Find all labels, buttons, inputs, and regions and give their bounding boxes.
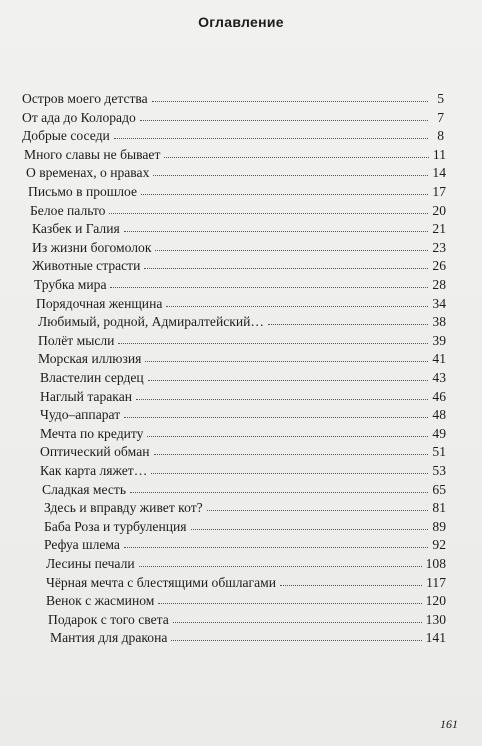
toc-leader-dots	[118, 332, 428, 344]
toc-entry-page: 41	[432, 351, 446, 367]
toc-entry	[0, 109, 482, 127]
toc-leader-dots	[268, 313, 428, 325]
toc-entry	[0, 164, 482, 182]
toc-entry-title: Чёрная мечта с блестящими обшлагами	[46, 574, 277, 590]
toc-entry-page: 17	[432, 184, 446, 199]
toc-entry-page: 8	[437, 128, 444, 144]
toc-leader-dots	[164, 146, 429, 158]
toc-entry	[0, 239, 482, 257]
toc-entry-title: Властелин сердец	[40, 370, 144, 385]
toc-entry	[0, 388, 482, 406]
toc-leader-dots	[173, 611, 422, 623]
toc-leader-dots	[155, 239, 428, 251]
toc-leader-dots	[130, 481, 428, 493]
toc-entry	[0, 313, 482, 331]
toc-leader-dots	[166, 295, 428, 307]
toc-entry-title: Венок с жасмином	[46, 593, 155, 609]
toc-entry	[0, 350, 482, 368]
toc-entry	[0, 276, 482, 294]
toc-entry-title: Чудо–аппарат	[40, 407, 121, 423]
toc-leader-dots	[144, 257, 428, 269]
toc-entry-page: 5	[437, 91, 444, 106]
toc-entry-title: Сладкая месть	[42, 481, 127, 497]
toc-entry	[0, 183, 482, 201]
toc-entry-title: Наглый таракан	[40, 388, 133, 404]
toc-entry-page: 49	[432, 425, 446, 441]
toc-entry	[0, 406, 482, 424]
toc-entry	[0, 202, 482, 220]
toc-leader-dots	[147, 425, 428, 437]
toc-entry-page: 7	[437, 109, 444, 125]
toc-entry-title: Порядочная женщина	[36, 295, 163, 311]
toc-entry-title: Здесь и вправду живет кот?	[44, 500, 203, 516]
toc-entry-title: Белое пальто	[30, 202, 106, 218]
toc-entry-title: Оптический обман	[40, 444, 150, 460]
toc-entry	[0, 220, 482, 238]
toc-leader-dots	[124, 220, 429, 232]
toc-leader-dots	[145, 350, 428, 362]
toc-entry	[0, 295, 482, 313]
toc-entry-page: 51	[432, 444, 446, 460]
toc-entry-title: Полёт мысли	[38, 332, 115, 348]
toc-leader-dots	[109, 202, 428, 214]
toc-leader-dots	[152, 90, 428, 102]
toc-entry-title: От ада до Колорадо	[22, 109, 136, 125]
toc-entry	[0, 555, 482, 573]
toc-entry-page: 130	[425, 611, 446, 627]
toc-entry-title: Как карта ляжет…	[40, 463, 148, 478]
toc-entry-title: Из жизни богомолок	[32, 239, 152, 255]
toc-leader-dots	[141, 183, 428, 195]
toc-entry-page: 89	[432, 518, 446, 534]
toc-entry-page: 53	[432, 463, 446, 478]
toc-leader-dots	[158, 592, 421, 604]
toc-entry	[0, 574, 482, 592]
toc-leader-dots	[136, 388, 428, 400]
toc-entry	[0, 536, 482, 554]
page-number: 161	[440, 717, 458, 731]
toc-entry	[0, 443, 482, 461]
toc-entry-title: Трубка мира	[34, 277, 107, 292]
toc-entry-title: Морская иллюзия	[38, 351, 142, 367]
toc-entry	[0, 127, 482, 145]
toc-entry-page: 65	[432, 481, 446, 497]
toc-leader-dots	[151, 462, 428, 474]
toc-entry	[0, 518, 482, 536]
toc-entry-page: 23	[432, 239, 446, 255]
toc-leader-dots	[191, 518, 429, 530]
toc-entry	[0, 369, 482, 387]
toc-entry	[0, 481, 482, 499]
toc-entry-title: Подарок с того света	[48, 611, 169, 627]
table-of-contents	[0, 90, 482, 650]
toc-entry	[0, 611, 482, 629]
toc-entry-title: Любимый, родной, Адмиралтейский…	[38, 314, 265, 330]
toc-entry	[0, 257, 482, 275]
toc-entry-title: Остров моего детства	[22, 91, 148, 106]
toc-leader-dots	[153, 164, 428, 176]
toc-entry	[0, 146, 482, 164]
toc-leader-dots	[124, 536, 428, 548]
toc-entry-page: 28	[432, 277, 446, 292]
toc-entry-page: 43	[432, 370, 446, 385]
toc-leader-dots	[110, 276, 428, 288]
toc-entry-page: 46	[432, 388, 446, 404]
toc-entry-title: Баба Роза и турбуленция	[44, 518, 187, 534]
toc-entry-page: 26	[432, 258, 446, 274]
toc-leader-dots	[139, 555, 422, 567]
toc-entry-page: 11	[432, 146, 446, 162]
toc-entry	[0, 462, 482, 480]
toc-entry	[0, 425, 482, 443]
toc-entry-title: Животные страсти	[32, 258, 141, 274]
toc-entry-page: 92	[432, 537, 446, 553]
toc-entry-title: Добрые соседи	[22, 128, 110, 144]
toc-entry-page: 14	[432, 165, 446, 181]
toc-leader-dots	[114, 127, 428, 139]
toc-entry-page: 34	[432, 295, 446, 311]
toc-leader-dots	[148, 369, 429, 381]
toc-entry	[0, 90, 482, 108]
toc-entry-title: Мечта по кредиту	[40, 425, 144, 441]
toc-entry-page: 120	[425, 593, 446, 609]
toc-entry-page: 141	[425, 630, 446, 646]
toc-leader-dots	[171, 629, 421, 641]
toc-entry-page: 38	[432, 314, 446, 330]
toc-entry-page: 39	[432, 332, 446, 348]
toc-entry-title: Мантия для дракона	[50, 630, 168, 646]
toc-entry-page: 21	[432, 221, 446, 237]
toc-entry	[0, 499, 482, 517]
toc-entry-page: 117	[426, 574, 446, 590]
toc-leader-dots	[280, 574, 422, 586]
toc-entry-page: 81	[432, 500, 446, 516]
toc-entry-title: Много славы не бывает	[24, 146, 161, 162]
toc-leader-dots	[140, 109, 428, 121]
toc-entry-title: Письмо в прошлое	[28, 184, 138, 199]
toc-entry	[0, 629, 482, 647]
toc-leader-dots	[154, 443, 429, 455]
toc-entry-title: Казбек и Галия	[32, 221, 120, 237]
toc-entry-page: 20	[432, 202, 446, 218]
toc-entry-page: 108	[425, 556, 446, 571]
toc-entry-title: Лесины печали	[46, 556, 135, 571]
page-heading: Оглавление	[198, 14, 284, 30]
toc-entry	[0, 592, 482, 610]
toc-entry-title: О временах, о нравах	[26, 165, 150, 181]
toc-entry-title: Рефуа шлема	[44, 537, 120, 553]
toc-entry-page: 48	[432, 407, 446, 423]
toc-leader-dots	[207, 499, 429, 511]
toc-entry	[0, 332, 482, 350]
toc-leader-dots	[124, 406, 428, 418]
